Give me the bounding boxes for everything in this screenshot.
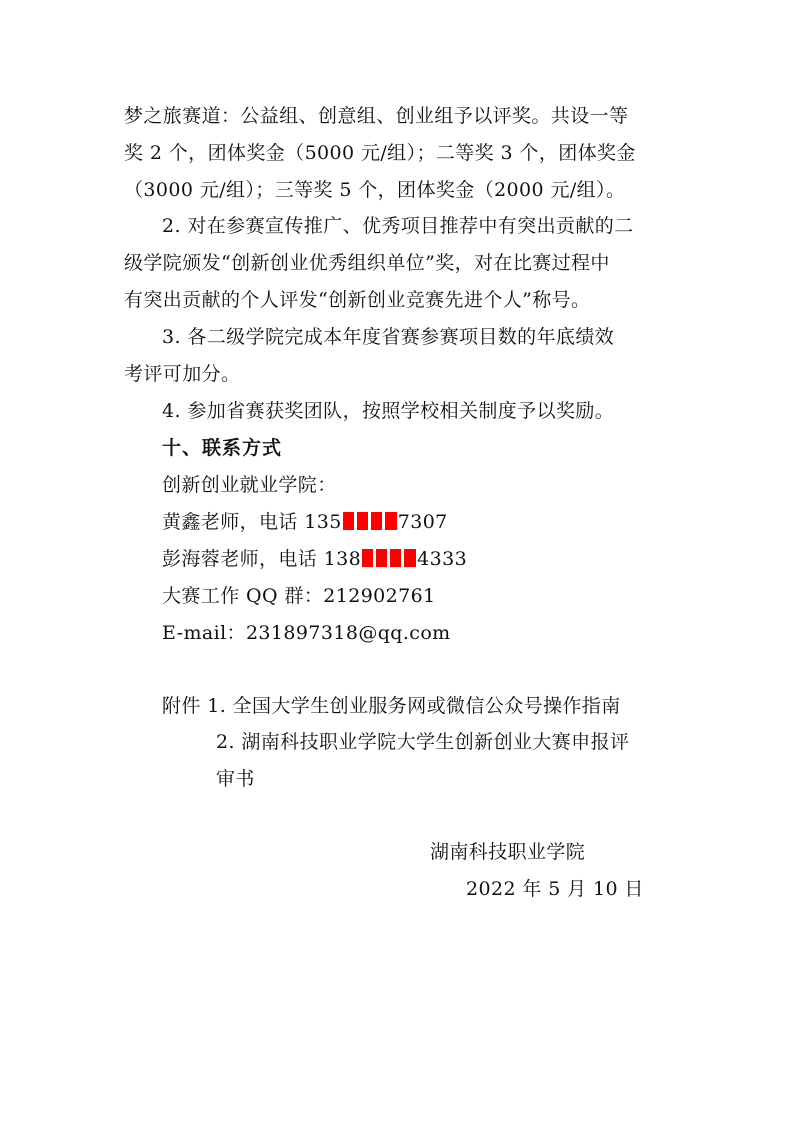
paragraph-1-line-2: 奖 2 个，团体奖金（5000 元/组）；二等奖 3 个，团体奖金 xyxy=(124,142,636,164)
phone-redaction-block xyxy=(343,512,397,530)
contact-qq-group: 大赛工作 QQ 群：212902761 xyxy=(162,585,436,607)
contact-person-1 xyxy=(162,509,448,535)
contact-person-2 xyxy=(162,546,467,572)
paragraph-3-line-2: 考评可加分。 xyxy=(124,363,241,385)
attachment-item-2-line-1: 2. 湖南科技职业学院大学生创新创业大赛申报评 xyxy=(216,731,630,753)
paragraph-3-line-1: 3. 各二级学院完成本年度省赛参赛项目数的年底绩效 xyxy=(162,326,615,348)
contact-person-2-suffix: 4333 xyxy=(417,548,468,570)
contact-person-1-suffix: 7307 xyxy=(397,511,448,533)
contact-org: 创新创业就业学院： xyxy=(162,474,337,496)
paragraph-2-line-2: 级学院颁发“创新创业优秀组织单位”奖，对在比赛过程中 xyxy=(124,252,610,274)
contact-heading: 十、联系方式 xyxy=(162,437,283,459)
signature-date: 2022 年 5 月 10 日 xyxy=(466,878,644,900)
paragraph-4-line-1: 4. 参加省赛获奖团队，按照学校相关制度予以奖励。 xyxy=(162,400,615,422)
attachment-item-2-line-2: 审书 xyxy=(216,768,255,790)
contact-person-2-prefix: 彭海蓉老师，电话 138 xyxy=(162,548,362,570)
paragraph-2-line-3: 有突出贡献的个人评发“创新创业竞赛先进个人”称号。 xyxy=(124,289,591,311)
paragraph-2-line-1: 2. 对在参赛宣传推广、优秀项目推荐中有突出贡献的二 xyxy=(162,215,634,237)
phone-redaction-block xyxy=(362,549,416,567)
contact-person-1-prefix: 黄鑫老师，电话 135 xyxy=(162,511,342,533)
contact-email: E-mail：231897318@qq.com xyxy=(162,622,451,644)
paragraph-1-line-1: 梦之旅赛道：公益组、创意组、创业组予以评奖。共设一等 xyxy=(124,105,629,127)
paragraph-1-line-3: （3000 元/组）；三等奖 5 个，团体奖金（2000 元/组）。 xyxy=(124,179,626,201)
signature-org: 湖南科技职业学院 xyxy=(430,841,586,863)
attachment-item-1: 附件 1. 全国大学生创业服务网或微信公众号操作指南 xyxy=(162,695,621,717)
